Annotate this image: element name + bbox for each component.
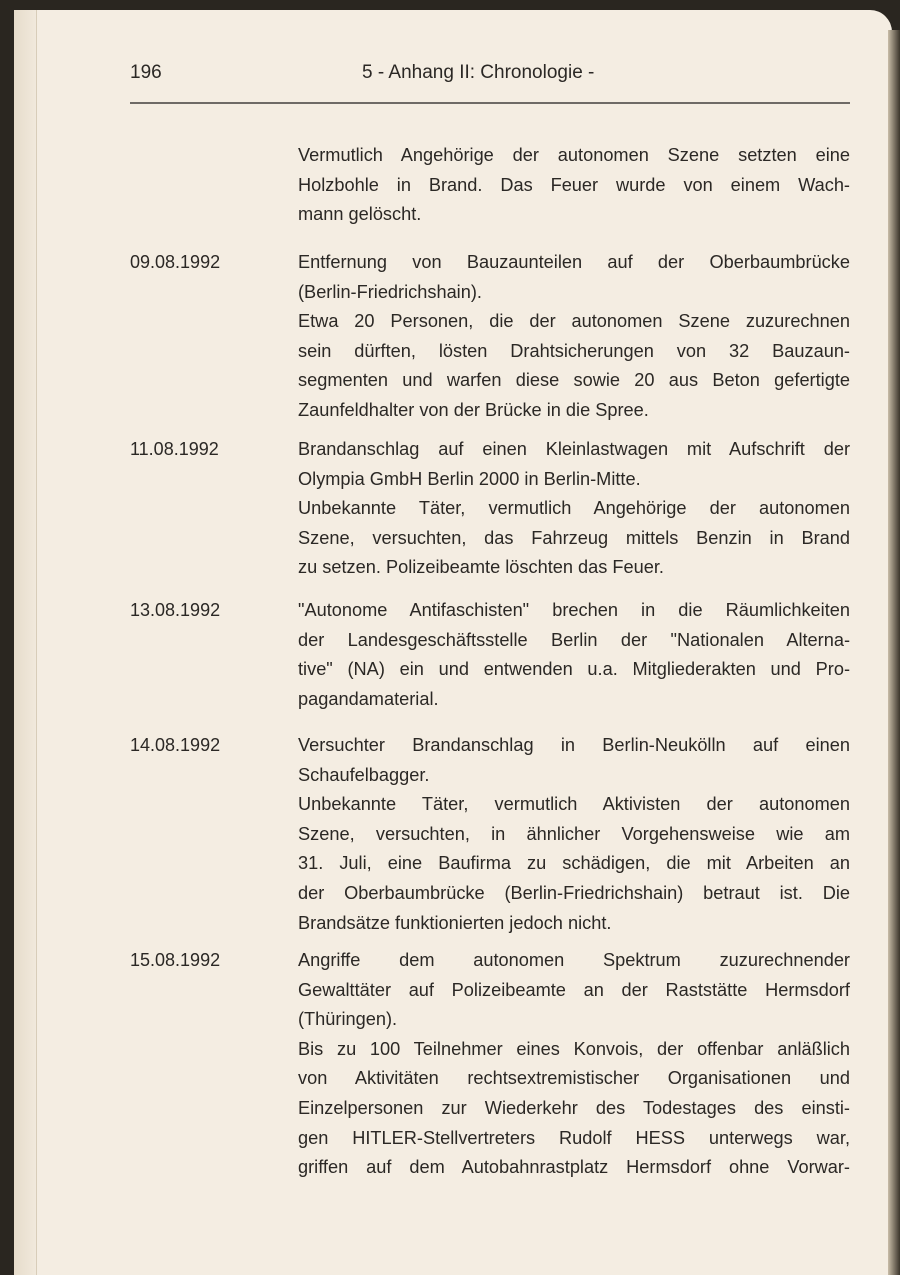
text-line: tive" (NA) ein und entwenden u.a. Mitgliederakten und Pro-	[298, 659, 850, 680]
page-edge	[888, 30, 900, 1275]
text-line: Versuchter Brandanschlag in Berlin-Neukölln auf einen	[298, 735, 850, 755]
entry-date: 11.08.1992	[130, 439, 219, 459]
text-line: 31. Juli, eine Baufirma zu schädigen, die mit Arbeiten an	[298, 853, 850, 874]
text-line: Vermutlich Angehörige der autonomen Szene setzten eine	[298, 145, 850, 165]
running-header: 5 - Anhang II: Chronologie -	[362, 62, 595, 83]
entry-text	[298, 248, 850, 426]
text-line: pagandamaterial.	[298, 688, 439, 709]
text-line: mann gelöscht.	[298, 204, 422, 225]
text-line: zu setzen. Polizeibeamte löschten das Feuer.	[298, 557, 664, 578]
entry-text	[298, 946, 850, 1183]
header-rule	[130, 102, 850, 104]
text-line: Etwa 20 Personen, die der autonomen Szene zuzurechnen	[298, 311, 850, 332]
book-spine	[14, 10, 37, 1275]
text-line: Einzelpersonen zur Wiederkehr des Todestages des einsti-	[298, 1097, 850, 1118]
text-line: griffen auf dem Autobahnrastplatz Hermsdorf ohne Vorwar-	[298, 1157, 850, 1178]
entry-text	[298, 141, 850, 230]
entry-date: 15.08.1992	[130, 950, 221, 970]
text-line: Brandanschlag auf einen Kleinlastwagen mit Aufschrift der	[298, 439, 850, 459]
text-line: Zaunfeldhalter von der Brücke in die Spree.	[298, 399, 649, 420]
text-line: Entfernung von Bauzaunteilen auf der Oberbaumbrücke	[298, 252, 850, 272]
text-line: Brandsätze funktionierten jedoch nicht.	[298, 912, 612, 933]
text-line: (Berlin-Friedrichshain).	[298, 281, 482, 302]
entry-text	[298, 435, 850, 583]
text-line: von Aktivitäten rechtsextremistischer Organisationen und	[298, 1068, 850, 1089]
text-line: sein dürften, lösten Drahtsicherungen von 32 Bauzaun-	[298, 340, 850, 361]
text-line: (Thüringen).	[298, 1009, 398, 1030]
text-line: der Landesgeschäftsstelle Berlin der "Nationalen Alterna-	[298, 629, 850, 650]
text-line: Schaufelbagger.	[298, 764, 430, 785]
text-line: gen HITLER-Stellvertreters Rudolf HESS unterwegs war,	[298, 1127, 850, 1148]
entry-date: 13.08.1992	[130, 600, 221, 620]
text-line: "Autonome Antifaschisten" brechen in die Räumlichkeiten	[298, 600, 850, 620]
entry-text	[298, 731, 850, 938]
entry-text	[298, 596, 850, 714]
text-line: Szene, versuchten, in ähnlicher Vorgehensweise wie am	[298, 823, 850, 844]
text-line: segmenten und warfen diese sowie 20 aus Beton gefertigte	[298, 370, 850, 391]
page-number: 196	[130, 62, 162, 83]
text-line: Holzbohle in Brand. Das Feuer wurde von einem Wach-	[298, 174, 850, 195]
text-line: Szene, versuchten, das Fahrzeug mittels Benzin in Brand	[298, 527, 850, 548]
text-line: Bis zu 100 Teilnehmer eines Konvois, der offenbar anläßlich	[298, 1038, 850, 1059]
entry-date: 14.08.1992	[130, 735, 221, 755]
text-line: der Oberbaumbrücke (Berlin-Friedrichshain) betraut ist. Die	[298, 882, 850, 903]
text-line: Unbekannte Täter, vermutlich Angehörige der autonomen	[298, 498, 850, 519]
text-line: Gewalttäter auf Polizeibeamte an der Raststätte Hermsdorf	[298, 979, 850, 1000]
text-line: Angriffe dem autonomen Spektrum zuzurechnender	[298, 950, 850, 970]
text-line: Olympia GmbH Berlin 2000 in Berlin-Mitte.	[298, 468, 641, 489]
text-line: Unbekannte Täter, vermutlich Aktivisten der autonomen	[298, 794, 850, 815]
entry-date: 09.08.1992	[130, 252, 221, 272]
